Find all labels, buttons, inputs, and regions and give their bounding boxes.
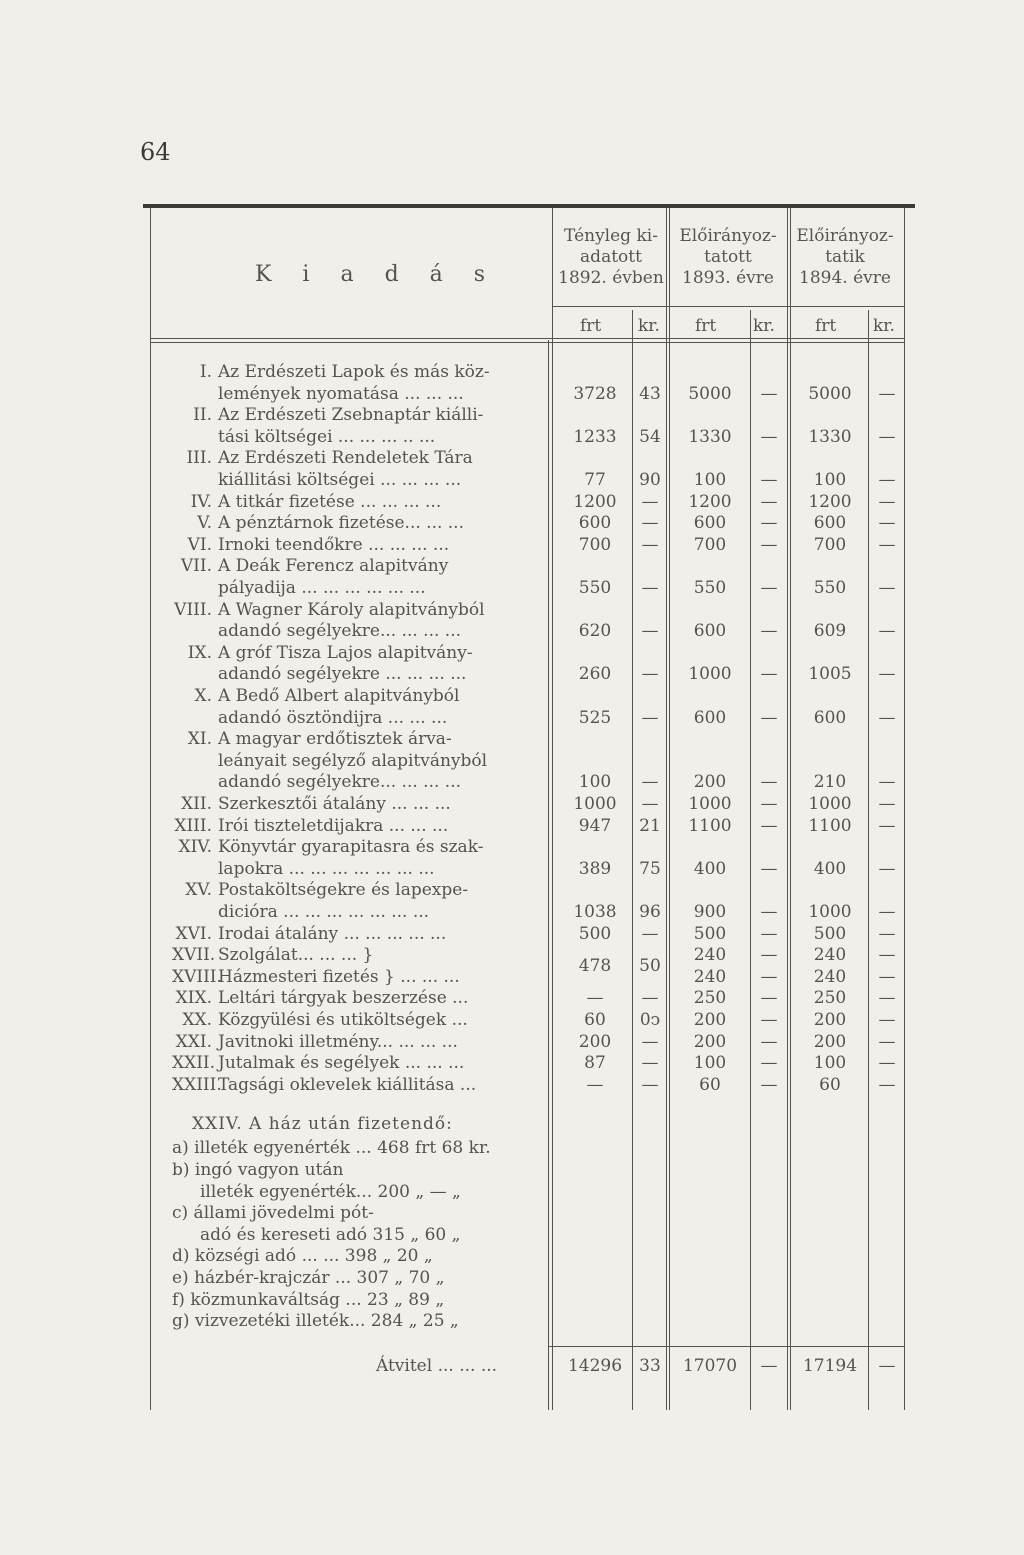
- sub-item: f) közmunkaváltság ... 23 „ 89 „: [172, 1289, 445, 1310]
- row-text: Irói tiszteletdijakra ... ... ...: [218, 815, 449, 836]
- amount-frt: 700: [578, 534, 612, 555]
- amount-frt: 609: [813, 621, 847, 642]
- amount-frt: 100: [813, 470, 847, 490]
- amount-kr: 43: [639, 383, 661, 404]
- column-header-line: Tényleg ki-: [564, 226, 658, 246]
- left-rule: [150, 208, 151, 1410]
- amount-frt: 500: [693, 923, 727, 944]
- amount-kr: —: [878, 1074, 896, 1095]
- amount-frt: 60: [819, 1074, 841, 1095]
- row-label: [172, 686, 542, 708]
- amount-kr: 75: [639, 858, 661, 879]
- amount-frt: 947: [578, 815, 612, 836]
- row-label: [172, 535, 542, 557]
- amount-frt: 500: [578, 923, 612, 944]
- amount-kr: —: [641, 513, 659, 534]
- row-text: A pénztárnok fizetése... ... ...: [218, 513, 464, 534]
- amount-frt: 600: [813, 513, 847, 534]
- amount-kr: —: [641, 772, 659, 793]
- amount-frt: 1233: [573, 426, 617, 447]
- amount-kr: —: [760, 945, 778, 966]
- amount-frt: 3728: [573, 383, 617, 404]
- row-label-continuation: [218, 384, 542, 406]
- amount-kr: —: [878, 707, 896, 728]
- amount-frt: 77: [584, 470, 606, 490]
- row-text: Leltári tárgyak beszerzése ...: [218, 988, 469, 1009]
- amount-frt: 200: [813, 1031, 847, 1052]
- amount-kr: —: [760, 923, 778, 944]
- amount-frt: 250: [693, 988, 727, 1009]
- amount-kr: —: [760, 621, 778, 642]
- amount-frt: 500: [813, 923, 847, 944]
- row-number: XX.: [182, 1010, 212, 1030]
- amount-kr: —: [641, 491, 659, 512]
- total-kr: —: [878, 1356, 896, 1376]
- amount-frt: 600: [693, 513, 727, 534]
- row-text: Közgyülési és utiköltségek ...: [218, 1010, 468, 1030]
- row-label: [172, 448, 542, 470]
- amount-kr: —: [760, 1053, 778, 1074]
- amount-frt: 240: [693, 966, 727, 987]
- amount-kr: —: [878, 966, 896, 987]
- row-text: Házmesteri fizetés } ... ... ...: [218, 966, 460, 987]
- amount-kr: —: [878, 513, 896, 534]
- amount-frt: 100: [693, 470, 727, 490]
- unit-kr: kr.: [873, 316, 895, 336]
- amount-kr: —: [878, 470, 896, 490]
- unit-kr: kr.: [638, 316, 660, 336]
- row-label-continuation: [218, 427, 542, 449]
- sub-item: b) ingó vagyon után: [172, 1160, 344, 1180]
- amount-kr: —: [641, 707, 659, 728]
- row-label: [172, 1010, 542, 1032]
- row-text: Javitnoki illetmény... ... ... ...: [218, 1031, 458, 1052]
- amount-kr: —: [878, 923, 896, 944]
- row-text: Jutalmak és segélyek ... ... ...: [218, 1053, 465, 1074]
- row-number: XII.: [181, 794, 212, 814]
- row-text: A titkár fizetése ... ... ... ...: [218, 491, 442, 512]
- amount-kr: —: [878, 534, 896, 555]
- amount-frt: 200: [578, 1031, 612, 1052]
- amount-frt: 1100: [808, 815, 852, 836]
- row-label-continuation: [218, 772, 542, 794]
- amount-frt: 600: [813, 707, 847, 728]
- amount-frt: —: [586, 988, 604, 1009]
- row-label-continuation: [218, 751, 542, 773]
- row-number: XXIII.: [172, 1074, 222, 1095]
- row-number: XIII.: [174, 815, 212, 836]
- amount-kr: —: [878, 426, 896, 447]
- column-header-line: Előirányoz-: [679, 226, 777, 246]
- row-text: adandó segélyekre... ... ... ...: [218, 772, 461, 793]
- row-label: [172, 945, 542, 967]
- column-header-line: tatik: [825, 247, 865, 267]
- amount-kr: —: [760, 902, 778, 922]
- row-text: Szerkesztői átalány ... ... ...: [218, 794, 451, 814]
- amount-frt: 525: [578, 707, 612, 728]
- amount-kr: —: [760, 578, 778, 598]
- amount-kr: 21: [639, 815, 661, 836]
- row-label: [172, 880, 542, 902]
- amount-frt: 600: [693, 621, 727, 642]
- amount-frt: 1000: [808, 902, 852, 922]
- row-label: [172, 794, 542, 816]
- amount-kr: —: [760, 1031, 778, 1052]
- amount-kr: —: [878, 664, 896, 685]
- amount-frt: 389: [578, 858, 612, 879]
- row-number: IV.: [190, 491, 212, 512]
- row-text: tási költségei ... ... ... .. ...: [218, 426, 436, 447]
- amount-frt: 1200: [688, 491, 732, 512]
- top-rule: [143, 204, 915, 208]
- row-number: XVI.: [175, 923, 212, 944]
- amount-frt: 5000: [688, 383, 732, 404]
- row-text: adandó segélyekre... ... ... ...: [218, 621, 461, 642]
- amount-frt: 100: [578, 772, 612, 793]
- row-text: adandó ösztöndijra ... ... ...: [218, 707, 448, 728]
- amount-kr: —: [878, 1053, 896, 1074]
- amount-kr: —: [878, 383, 896, 404]
- amount-frt: 1000: [688, 664, 732, 685]
- unit-frt: frt: [580, 316, 602, 336]
- amount-kr: —: [641, 794, 659, 814]
- amount-frt: 200: [693, 772, 727, 793]
- amount-kr: —: [760, 815, 778, 836]
- sub-item: a) illeték egyenérték ... 468 frt 68 kr.: [172, 1138, 491, 1159]
- amount-frt: 550: [578, 578, 612, 598]
- row-text: Az Erdészeti Lapok és más köz-: [218, 362, 490, 382]
- amount-frt: 400: [813, 858, 847, 879]
- amount-kr: —: [641, 1074, 659, 1095]
- sub-item: g) vizvezetéki illeték... 284 „ 25 „: [172, 1311, 459, 1332]
- amount-kr: —: [641, 988, 659, 1009]
- row-label: [172, 556, 542, 578]
- page-number: 64: [140, 138, 171, 166]
- column-header-line: Előirányoz-: [796, 226, 894, 246]
- row-text: Irnoki teendőkre ... ... ... ...: [218, 534, 450, 555]
- amount-frt: —: [586, 1074, 604, 1095]
- row-label-continuation: [218, 621, 542, 643]
- amount-frt: 200: [693, 1031, 727, 1052]
- amount-kr: —: [641, 664, 659, 685]
- row-label: [172, 1053, 542, 1075]
- amount-frt: 5000: [808, 383, 852, 404]
- amount-kr: —: [878, 621, 896, 642]
- column-header-line: 1894. évre: [799, 268, 891, 288]
- sub-item-continuation: adó és kereseti adó 315 „ 60 „: [200, 1224, 461, 1245]
- column-header: [670, 226, 786, 289]
- row-text: lemények nyomatása ... ... ...: [218, 383, 464, 404]
- row-label-continuation: [218, 859, 542, 881]
- row-label: [172, 1075, 542, 1097]
- total-frt: 17070: [682, 1356, 738, 1376]
- row-label-continuation: [218, 902, 542, 924]
- amount-kr: —: [641, 1053, 659, 1074]
- amount-kr: 90: [639, 470, 661, 490]
- amount-frt: 240: [813, 966, 847, 987]
- amount-kr: —: [641, 923, 659, 944]
- amount-frt: 60: [699, 1074, 721, 1095]
- row-label-continuation: [218, 664, 542, 686]
- amount-kr: —: [760, 383, 778, 404]
- row-label: [172, 643, 542, 665]
- amount-kr: —: [760, 534, 778, 555]
- row-text: Tagsági oklevelek kiállitása ...: [218, 1074, 477, 1095]
- row-text: A Bedő Albert alapitványból: [218, 686, 460, 706]
- header-rule: [552, 306, 904, 307]
- row-number: III.: [186, 448, 212, 469]
- header-bottom-rule: [150, 338, 904, 339]
- row-number: II.: [193, 405, 212, 426]
- amount-frt: 400: [693, 858, 727, 879]
- row-text: leányait segélyző alapitványból: [218, 750, 488, 771]
- row-number: XXII.: [172, 1053, 216, 1074]
- amount-kr: —: [760, 988, 778, 1009]
- row-label: [172, 362, 542, 384]
- amount-frt: 1200: [808, 491, 852, 512]
- amount-kr: —: [760, 772, 778, 793]
- amount-frt: 100: [813, 1053, 847, 1074]
- column-header-line: adatott: [580, 247, 642, 267]
- column-rule: [552, 208, 553, 1410]
- amount-kr: 54: [639, 426, 661, 447]
- amount-kr: —: [760, 426, 778, 447]
- amount-frt: 100: [693, 1053, 727, 1074]
- amount-kr: —: [760, 1010, 778, 1030]
- amount-kr: —: [878, 1031, 896, 1052]
- row-number: X.: [194, 686, 212, 706]
- amount-kr: —: [641, 534, 659, 555]
- row-label: [172, 405, 542, 427]
- amount-kr: —: [760, 794, 778, 814]
- row-number: XIV.: [178, 837, 212, 858]
- row-label-continuation: [218, 578, 542, 600]
- row-number: XXI.: [175, 1031, 212, 1052]
- row-number: I.: [199, 362, 212, 382]
- amount-frt: 240: [693, 945, 727, 966]
- total-frt: 17194: [802, 1356, 858, 1376]
- total-rule: [548, 1346, 904, 1347]
- amount-kr: 96: [639, 902, 661, 922]
- amount-frt: 87: [584, 1053, 606, 1074]
- row-label: [172, 816, 542, 838]
- total-frt: 14296: [567, 1356, 623, 1376]
- amount-frt: 550: [813, 578, 847, 598]
- table-title: K i a d á s: [255, 262, 498, 287]
- row-label: [172, 837, 542, 859]
- amount-kr: —: [760, 513, 778, 534]
- amount-kr: —: [641, 621, 659, 642]
- amount-kr: —: [878, 815, 896, 836]
- column-header: [787, 226, 903, 289]
- sub-item: d) községi adó ... ... 398 „ 20 „: [172, 1246, 433, 1267]
- row-text: kiállitási költségei ... ... ... ...: [218, 470, 462, 490]
- amount-kr: —: [760, 470, 778, 490]
- row-text: lapokra ... ... ... ... ... ... ...: [218, 858, 435, 879]
- row-text: A magyar erdőtisztek árva-: [218, 729, 452, 750]
- amount-frt: 1000: [573, 794, 617, 814]
- row-label-continuation: [218, 708, 542, 730]
- amount-frt: 600: [578, 513, 612, 534]
- row-label: [172, 729, 542, 751]
- sub-item-continuation: illeték egyenérték... 200 „ — „: [200, 1181, 461, 1202]
- row-number: XVIII.: [172, 966, 222, 987]
- amount-kr: —: [641, 1031, 659, 1052]
- header-bottom-rule: [150, 342, 904, 343]
- row-text: A Wagner Károly alapitványból: [218, 599, 485, 620]
- amount-kr: —: [760, 664, 778, 685]
- total-label: Átvitel ... ... ...: [376, 1356, 498, 1376]
- row-text: Postaköltségekre és lapexpe-: [218, 880, 469, 901]
- amount-frt: 200: [813, 1010, 847, 1030]
- column-header: [553, 226, 669, 289]
- row-text: Könyvtár gyarapitasra és szak-: [218, 837, 484, 858]
- amount-kr: —: [878, 988, 896, 1009]
- row-text: Szolgálat... ... ... }: [218, 945, 374, 966]
- sub-item: c) állami jövedelmi pót-: [172, 1203, 374, 1224]
- amount-kr: 50: [639, 956, 661, 976]
- amount-frt: 600: [693, 707, 727, 728]
- row-label: [172, 1032, 542, 1054]
- amount-kr: —: [760, 966, 778, 987]
- row-label: [172, 967, 542, 989]
- column-header-line: tatott: [704, 247, 752, 267]
- row-text: Irodai átalány ... ... ... ... ...: [218, 923, 447, 944]
- amount-frt: 250: [813, 988, 847, 1009]
- amount-kr: —: [760, 1074, 778, 1095]
- total-kr: —: [760, 1356, 778, 1376]
- row-label: [172, 924, 542, 946]
- amount-kr: —: [760, 707, 778, 728]
- unit-kr: kr.: [753, 316, 775, 336]
- right-rule: [904, 208, 905, 1410]
- row-number: XIX.: [175, 988, 212, 1009]
- row-text: Az Erdészeti Rendeletek Tára: [218, 448, 473, 469]
- row-label-continuation: [218, 470, 542, 492]
- amount-frt: 210: [813, 772, 847, 793]
- amount-frt: 200: [693, 1010, 727, 1030]
- amount-kr: —: [878, 902, 896, 922]
- column-header-line: 1892. évben: [558, 268, 664, 288]
- row-number: VI.: [187, 534, 212, 555]
- amount-frt: 1038: [573, 902, 617, 922]
- row-number: V.: [197, 513, 212, 534]
- amount-kr: —: [878, 491, 896, 512]
- amount-frt: 240: [813, 945, 847, 966]
- unit-frt: frt: [695, 316, 717, 336]
- row-number: XV.: [185, 880, 212, 901]
- row-number: XI.: [187, 729, 212, 750]
- amount-kr: —: [878, 858, 896, 879]
- amount-frt: 620: [578, 621, 612, 642]
- amount-frt: 1000: [688, 794, 732, 814]
- amount-frt: 700: [693, 534, 727, 555]
- unit-frt: frt: [815, 316, 837, 336]
- amount-frt: 60: [584, 1010, 606, 1030]
- amount-frt: 1200: [573, 491, 617, 512]
- column-header-line: 1893. évre: [682, 268, 774, 288]
- column-rule: [666, 208, 667, 1410]
- amount-frt: 1330: [688, 426, 732, 447]
- row-text: A Deák Ferencz alapitvány: [218, 556, 449, 577]
- row-label: [172, 988, 542, 1010]
- amount-frt: 260: [578, 664, 612, 685]
- amount-frt: 478: [578, 956, 612, 976]
- amount-frt: 1330: [808, 426, 852, 447]
- amount-frt: 1000: [808, 794, 852, 814]
- amount-frt: 550: [693, 578, 727, 598]
- amount-kr: 0ↄ: [639, 1010, 661, 1030]
- amount-kr: —: [878, 1010, 896, 1030]
- row-label: [172, 513, 542, 535]
- row-text: dicióra ... ... ... ... ... ... ...: [218, 902, 430, 922]
- amount-frt: 700: [813, 534, 847, 555]
- total-kr: 33: [639, 1356, 661, 1376]
- amount-kr: —: [878, 772, 896, 793]
- row-number: VII.: [180, 556, 212, 577]
- row-label: [172, 492, 542, 514]
- amount-kr: —: [878, 794, 896, 814]
- amount-frt: 1100: [688, 815, 732, 836]
- row-number: VIII.: [174, 599, 212, 620]
- amount-kr: —: [760, 491, 778, 512]
- amount-kr: —: [878, 578, 896, 598]
- amount-frt: 900: [693, 902, 727, 922]
- row-label: [172, 600, 542, 622]
- amount-kr: —: [760, 858, 778, 879]
- column-rule: [548, 340, 549, 1410]
- row-text: adandó segélyekre ... ... ... ...: [218, 664, 467, 685]
- amount-kr: —: [641, 578, 659, 598]
- amount-kr: —: [878, 945, 896, 966]
- amount-frt: 1005: [808, 664, 852, 685]
- section-title: XXIV. A ház után fizetendő:: [192, 1114, 453, 1135]
- row-number: XVII.: [172, 945, 216, 966]
- sub-item: e) házbér-krajczár ... 307 „ 70 „: [172, 1268, 445, 1288]
- row-text: Az Erdészeti Zsebnaptár kiálli-: [218, 405, 484, 426]
- row-text: A gróf Tisza Lajos alapitvány-: [218, 642, 473, 663]
- row-text: pályadija ... ... ... ... ... ...: [218, 578, 426, 598]
- row-number: IX.: [187, 642, 212, 663]
